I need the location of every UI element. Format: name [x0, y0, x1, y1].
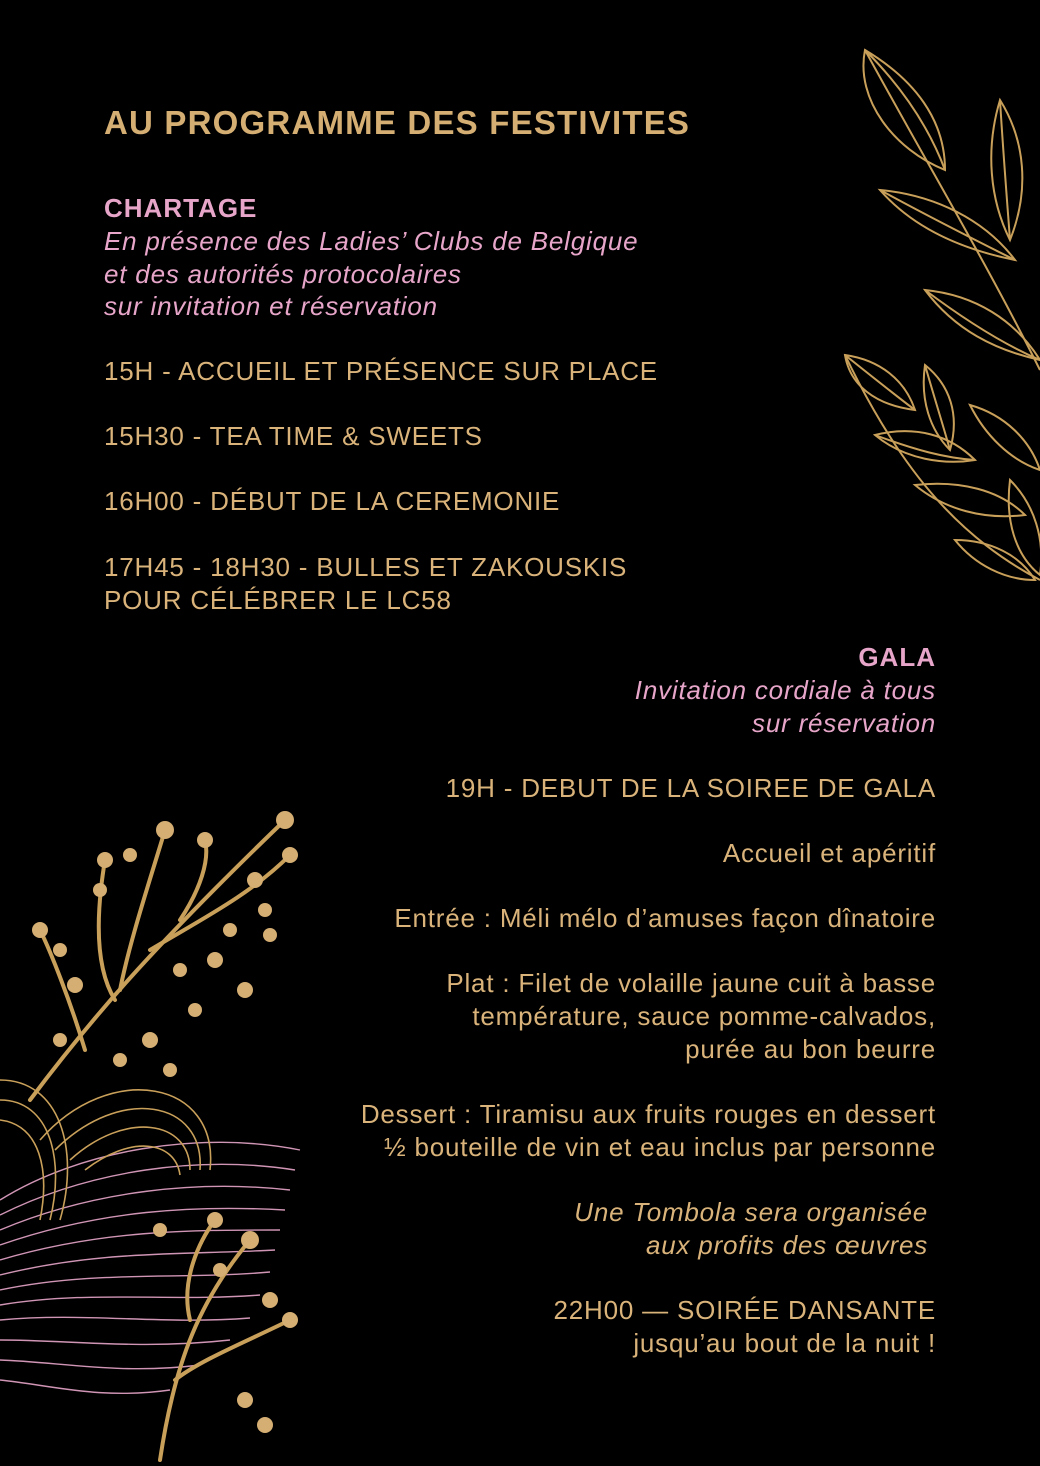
gala-tombola-line: aux profits des œuvres	[645, 1230, 928, 1260]
gala-subtitle-line: Invitation cordiale à tous	[634, 675, 936, 705]
chartage-item: 17H45 - 18H30 - BULLES ET ZAKOUSKIS	[104, 552, 628, 582]
gala-main-line: purée au bon beurre	[685, 1034, 936, 1064]
gala-main-line: température, sauce pomme-calvados,	[472, 1001, 936, 1031]
gala-welcome: Accueil et apéritif	[722, 838, 936, 868]
gold-leaf-branch-icon	[835, 40, 1040, 600]
gala-heading: GALA	[858, 642, 936, 672]
chartage-item: 15H - ACCUEIL ET PRÉSENCE SUR PLACE	[104, 356, 658, 386]
gala-dessert-line: ½ bouteille de vin et eau inclus par personne	[383, 1132, 936, 1162]
chartage-subtitle-line: sur invitation et réservation	[104, 291, 438, 321]
chartage-heading: CHARTAGE	[104, 193, 258, 223]
gala-dance-line: 22H00 — SOIRÉE DANSANTE	[553, 1295, 936, 1325]
chartage-item: 15H30 - TEA TIME & SWEETS	[104, 421, 483, 451]
gala-start: 19H - DEBUT DE LA SOIREE DE GALA	[445, 773, 936, 803]
gala-subtitle-line: sur réservation	[752, 708, 936, 738]
chartage-item: 16H00 - DÉBUT DE LA CEREMONIE	[104, 486, 561, 516]
chartage-item: POUR CÉLÉBRER LE LC58	[104, 585, 452, 615]
gala-dessert-line: Dessert : Tiramisu aux fruits rouges en dessert	[360, 1099, 936, 1129]
chartage-subtitle-line: et des autorités protocolaires	[104, 259, 462, 289]
glitter-berry-branch-icon	[0, 800, 310, 1466]
gala-dance-line: jusqu’au bout de la nuit !	[633, 1328, 936, 1358]
gala-main-line: Plat : Filet de volaille jaune cuit à basse	[446, 968, 936, 998]
page-title: AU PROGRAMME DES FESTIVITES	[104, 104, 691, 141]
gala-starter: Entrée : Méli mélo d’amuses façon dînatoire	[394, 903, 936, 933]
gala-tombola-line: Une Tombola sera organisée	[574, 1197, 928, 1227]
chartage-subtitle-line: En présence des Ladies’ Clubs de Belgique	[104, 226, 639, 256]
